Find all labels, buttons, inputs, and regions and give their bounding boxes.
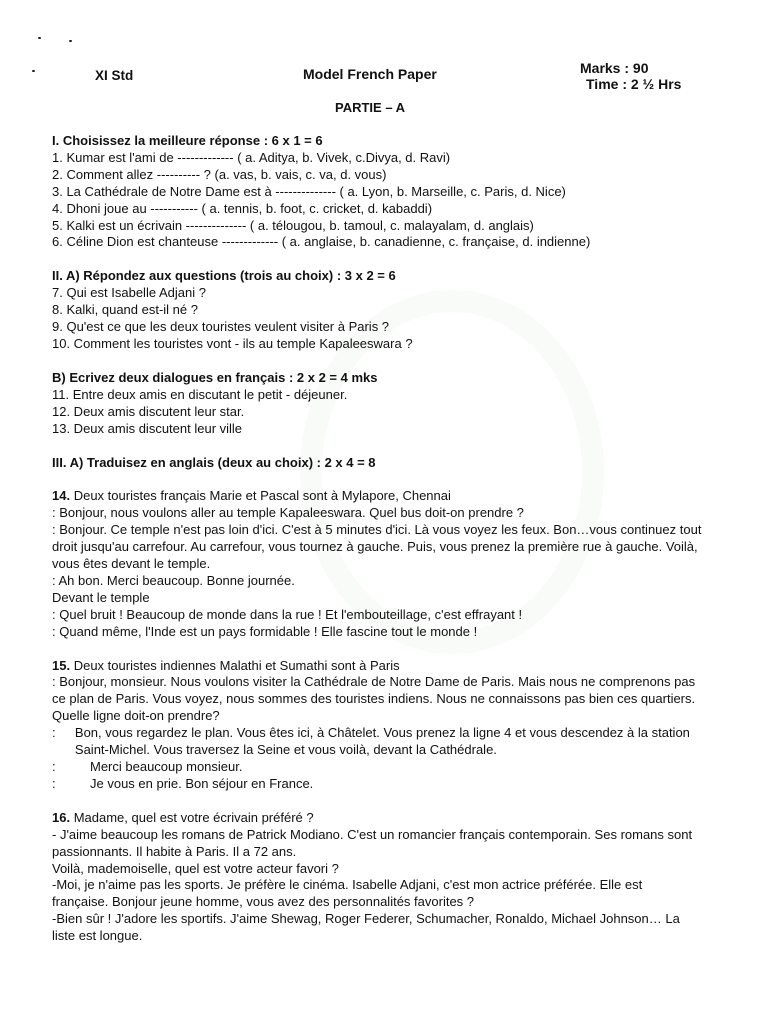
q14-line: : Ah bon. Merci beaucoup. Bonne journée.	[52, 572, 295, 588]
marks-label: Marks : 90	[580, 60, 649, 76]
q15-indented-line	[52, 776, 702, 793]
q14-line: Devant le temple	[52, 589, 150, 605]
section-2a-title: II. A) Répondez aux questions (trois au choix) : 3 x 2 = 6	[52, 268, 396, 284]
q15-indented-line	[52, 725, 702, 759]
class-label: XI Std	[95, 68, 134, 83]
q15-indented-line	[52, 759, 702, 776]
marks-time-block	[580, 60, 681, 92]
question-10: 10. Comment les touristes vont - ils au temple Kapaleeswara ?	[52, 335, 413, 351]
section-2b-title: B) Ecrivez deux dialogues en français : 2 x 2 = 4 mks	[52, 369, 378, 385]
section-1-title: I. Choisissez la meilleure réponse : 6 x 1 = 6	[52, 133, 323, 148]
dialogue-colon: :	[52, 725, 56, 741]
q14-line: : Bonjour. Ce temple n'est pas loin d'ici. C'est à 5 minutes d'ici. Là vous voyez les feux. Bon…vous continuez tout droit jusqu'au carrefour. Au carrefour, vous tournez à gauche. Puis, vous prenez la première rue à gauche. Voilà, vous êtes devant le temple.	[52, 522, 702, 572]
question-7: 7. Qui est Isabelle Adjani ?	[52, 285, 206, 301]
question-14-intro	[52, 488, 702, 505]
q15-line: : Bonjour, monsieur. Nous voulons visiter la Cathédrale de Notre Dame de Paris. Mais nous ne comprenons pas ce plan de Paris. Vous voyez, nous sommes des touristes indiens. Nous ne connaissons pas bien ces quartiers. Quelle ligne doit-on prendre?	[52, 674, 696, 724]
exam-content	[52, 133, 702, 945]
question-16-intro-text: Madame, quel est votre écrivain préféré ?	[73, 809, 314, 825]
question-8: 8. Kalki, quand est-il né ?	[52, 302, 198, 318]
part-heading: PARTIE – A	[335, 100, 406, 115]
question-16-intro	[52, 810, 702, 827]
question-3: 3. La Cathédrale de Notre Dame est à -------------- ( a. Lyon, b. Marseille, c. Paris, d. Nice)	[52, 183, 566, 199]
scan-speck	[32, 70, 35, 72]
q16-line: -Moi, je n'aime pas les sports. Je préfère le cinéma. Isabelle Adjani, c'est mon actrice préférée. Elle est française. Bonjour jeune homme, vous avez des personnalités favorites ?	[52, 877, 643, 910]
question-15-intro-text: Deux touristes indiennes Malathi et Sumathi sont à Paris	[73, 657, 400, 673]
time-label: Time : 2 ½ Hrs	[586, 76, 682, 92]
q16-line: - J'aime beaucoup les romans de Patrick Modiano. C'est un romancier français contemporain. Ses romans sont passionnants. Il habite à Paris. Il a 72 ans.	[52, 826, 693, 859]
question-4: 4. Dhoni joue au ----------- ( a. tennis, b. foot, c. cricket, d. kabaddi)	[52, 200, 433, 216]
paper-title: Model French Paper	[303, 66, 437, 82]
question-9: 9. Qu'est ce que les deux touristes veulent visiter à Paris ?	[52, 319, 390, 335]
dialogue-colon: :	[52, 759, 56, 774]
question-11: 11. Entre deux amis en discutant le petit - déjeuner.	[52, 386, 348, 402]
question-13: 13. Deux amis discutent leur ville	[52, 420, 243, 436]
q16-line: -Bien sûr ! J'adore les sportifs. J'aime Shewag, Roger Federer, Schumacher, Ronaldo, Michael Johnson… La liste est longue.	[52, 911, 680, 944]
q15-indented-text: Je vous en prie. Bon séjour en France.	[90, 775, 314, 791]
q14-line: : Quand même, l'Inde est un pays formidable ! Elle fascine tout le monde !	[52, 623, 478, 639]
question-2: 2. Comment allez ---------- ? (a. vas, b. vais, c. va, d. vous)	[52, 166, 387, 182]
question-16-number: 16.	[52, 809, 71, 825]
question-5: 5. Kalki est un écrivain -------------- ( a. télougou, b. tamoul, c. malayalam, d. anglais)	[52, 217, 534, 233]
question-14-number: 14.	[52, 488, 71, 504]
q14-line: : Bonjour, nous voulons aller au temple Kapaleeswara. Quel bus doit-on prendre ?	[52, 505, 524, 521]
question-12: 12. Deux amis discutent leur star.	[52, 403, 245, 419]
question-1: 1. Kumar est l'ami de ------------- ( a. Aditya, b. Vivek, c.Divya, d. Ravi)	[52, 149, 451, 165]
scan-speck	[69, 40, 72, 42]
question-15-intro	[52, 658, 702, 675]
q14-line: : Quel bruit ! Beaucoup de monde dans la rue ! Et l'embouteillage, c'est effrayant !	[52, 606, 523, 622]
q15-indented-text: Merci beaucoup monsieur.	[90, 759, 243, 774]
q15-indented-text: Bon, vous regardez le plan. Vous êtes ici, à Châtelet. Vous prenez la ligne 4 et vous descendez à la station Saint-Michel. Vous traversez la Seine et vous voilà, devant la Cathédrale.	[74, 725, 690, 758]
scan-speck	[38, 37, 41, 39]
section-3a-title: III. A) Traduisez en anglais (deux au choix) : 2 x 4 = 8	[52, 454, 376, 470]
dialogue-colon: :	[52, 775, 56, 791]
question-14-intro-text: Deux touristes français Marie et Pascal sont à Mylapore, Chennai	[73, 488, 451, 504]
q16-line: Voilà, mademoiselle, quel est votre acteur favori ?	[52, 860, 339, 876]
question-15-number: 15.	[52, 657, 71, 673]
question-6: 6. Céline Dion est chanteuse ------------- ( a. anglaise, b. canadienne, c. française, d. indienne)	[52, 234, 591, 250]
